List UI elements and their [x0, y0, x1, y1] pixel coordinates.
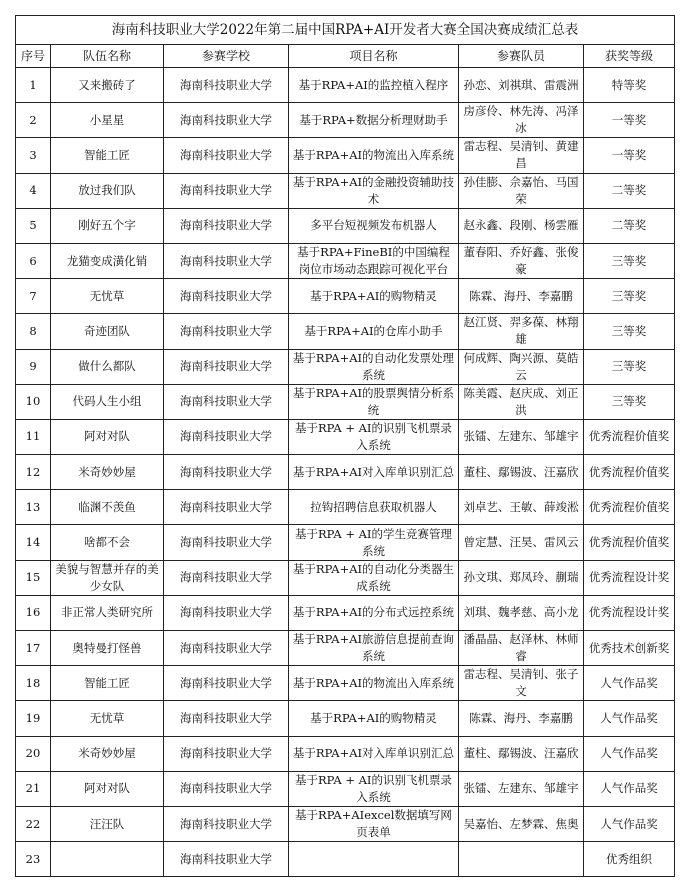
table-row	[16, 384, 675, 419]
cell-school: 海南科技职业大学	[164, 138, 289, 173]
cell-award: 特等奖	[584, 68, 675, 103]
cell-members: 张镭、左建东、邹雄宇	[459, 419, 584, 454]
cell-school: 海南科技职业大学	[164, 842, 289, 877]
cell-index: 3	[16, 138, 51, 173]
cell-index: 16	[16, 595, 51, 630]
cell-award: 优秀流程设计奖	[584, 595, 675, 630]
cell-award: 一等奖	[584, 103, 675, 138]
table-row	[16, 631, 675, 666]
cell-project: 基于RPA+AI对入库单识别汇总	[289, 455, 459, 490]
cell-school: 海南科技职业大学	[164, 419, 289, 454]
cell-school: 海南科技职业大学	[164, 173, 289, 208]
cell-project: 多平台短视频发布机器人	[289, 208, 459, 243]
cell-award: 人气作品奖	[584, 806, 675, 841]
table-row	[16, 208, 675, 243]
cell-team: 美貌与智慧并存的美少女队	[51, 560, 164, 595]
table-row	[16, 68, 675, 103]
cell-index: 13	[16, 490, 51, 525]
table-row	[16, 138, 675, 173]
cell-award: 优秀流程价值奖	[584, 419, 675, 454]
cell-project: 基于RPA+AI的自动化分类器生成系统	[289, 560, 459, 595]
cell-project: 基于RPA+AI的自动化发票处理系统	[289, 349, 459, 384]
cell-project: 基于RPA + AI的识别飞机票录入系统	[289, 771, 459, 806]
table-row	[16, 349, 675, 384]
table-row	[16, 806, 675, 841]
cell-team: 非正常人类研究所	[51, 595, 164, 630]
table-body	[16, 68, 675, 877]
header-award: 获奖等级	[584, 45, 675, 68]
table-row	[16, 701, 675, 736]
cell-award: 三等奖	[584, 243, 675, 278]
cell-members	[459, 842, 584, 877]
header-project: 项目名称	[289, 45, 459, 68]
results-sheet	[15, 15, 674, 877]
cell-index: 12	[16, 455, 51, 490]
results-table	[15, 15, 675, 877]
cell-members: 董柱、鄢锡波、汪嘉欣	[459, 455, 584, 490]
cell-award: 三等奖	[584, 314, 675, 349]
cell-school: 海南科技职业大学	[164, 243, 289, 278]
cell-index: 1	[16, 68, 51, 103]
cell-award: 二等奖	[584, 208, 675, 243]
cell-members: 潘晶晶、赵泽林、林师睿	[459, 631, 584, 666]
table-row	[16, 560, 675, 595]
cell-school: 海南科技职业大学	[164, 384, 289, 419]
cell-members: 何成辉、陶兴源、莫皓云	[459, 349, 584, 384]
table-row	[16, 279, 675, 314]
cell-award: 优秀流程价值奖	[584, 490, 675, 525]
cell-index: 23	[16, 842, 51, 877]
table-row	[16, 595, 675, 630]
cell-project: 基于RPA+数据分析理财助手	[289, 103, 459, 138]
cell-school: 海南科技职业大学	[164, 525, 289, 560]
cell-members: 房彦伶、林先涛、冯泽冰	[459, 103, 584, 138]
cell-members: 曾定慧、汪昊、雷风云	[459, 525, 584, 560]
cell-team: 米奇妙妙屋	[51, 736, 164, 771]
cell-members: 孙恋、刘祺琪、雷震洲	[459, 68, 584, 103]
cell-team: 小星星	[51, 103, 164, 138]
cell-project: 基于RPA + AI的识别飞机票录入系统	[289, 419, 459, 454]
cell-members: 张镭、左建东、邹雄宇	[459, 771, 584, 806]
cell-team: 龙猫变成潢化销	[51, 243, 164, 278]
cell-index: 7	[16, 279, 51, 314]
cell-school: 海南科技职业大学	[164, 595, 289, 630]
cell-award: 优秀流程设计奖	[584, 560, 675, 595]
cell-team	[51, 842, 164, 877]
cell-index: 9	[16, 349, 51, 384]
cell-award: 优秀流程价值奖	[584, 455, 675, 490]
cell-index: 18	[16, 666, 51, 701]
table-row	[16, 455, 675, 490]
cell-award: 优秀流程价值奖	[584, 525, 675, 560]
cell-team: 无忧草	[51, 279, 164, 314]
cell-school: 海南科技职业大学	[164, 560, 289, 595]
cell-project: 拉钩招聘信息获取机器人	[289, 490, 459, 525]
cell-award: 人气作品奖	[584, 771, 675, 806]
table-title: 海南科技职业大学2022年第二届中国RPA+AI开发者大赛全国决赛成绩汇总表	[16, 16, 675, 45]
cell-index: 8	[16, 314, 51, 349]
cell-members: 陈霖、海丹、李嘉鹏	[459, 701, 584, 736]
header-school: 参赛学校	[164, 45, 289, 68]
cell-team: 临渊不羡鱼	[51, 490, 164, 525]
header-members: 参赛队员	[459, 45, 584, 68]
cell-award: 人气作品奖	[584, 666, 675, 701]
cell-award: 一等奖	[584, 138, 675, 173]
cell-index: 21	[16, 771, 51, 806]
table-row	[16, 314, 675, 349]
cell-team: 阿对对队	[51, 771, 164, 806]
cell-project: 基于RPA+AI旅游信息提前查询系统	[289, 631, 459, 666]
cell-members: 雷志程、吴清钊、黄建昌	[459, 138, 584, 173]
cell-team: 又来搬砖了	[51, 68, 164, 103]
cell-project: 基于RPA+AIexcel数据填写网页表单	[289, 806, 459, 841]
cell-team: 刚好五个字	[51, 208, 164, 243]
cell-project: 基于RPA+AI对入库单识别汇总	[289, 736, 459, 771]
cell-award: 优秀组织	[584, 842, 675, 877]
cell-members: 刘卓艺、王敏、薛竣淞	[459, 490, 584, 525]
header-team: 队伍名称	[51, 45, 164, 68]
cell-members: 陈美霞、赵庆成、刘正洪	[459, 384, 584, 419]
cell-index: 15	[16, 560, 51, 595]
cell-school: 海南科技职业大学	[164, 279, 289, 314]
cell-project: 基于RPA+AI的股票舆情分析系统	[289, 384, 459, 419]
cell-index: 6	[16, 243, 51, 278]
cell-project: 基于RPA+AI的购物精灵	[289, 279, 459, 314]
cell-team: 做什么都队	[51, 349, 164, 384]
cell-index: 22	[16, 806, 51, 841]
cell-school: 海南科技职业大学	[164, 314, 289, 349]
table-row	[16, 419, 675, 454]
cell-team: 放过我们队	[51, 173, 164, 208]
cell-project: 基于RPA+AI的监控植入程序	[289, 68, 459, 103]
cell-team: 无忧草	[51, 701, 164, 736]
cell-index: 19	[16, 701, 51, 736]
cell-index: 4	[16, 173, 51, 208]
cell-members: 赵江贤、羿多葆、林翔雄	[459, 314, 584, 349]
table-row	[16, 666, 675, 701]
cell-school: 海南科技职业大学	[164, 736, 289, 771]
cell-school: 海南科技职业大学	[164, 455, 289, 490]
cell-project: 基于RPA+AI的物流出入库系统	[289, 138, 459, 173]
table-row	[16, 525, 675, 560]
cell-award: 三等奖	[584, 384, 675, 419]
cell-school: 海南科技职业大学	[164, 490, 289, 525]
cell-index: 10	[16, 384, 51, 419]
header-index: 序号	[16, 45, 51, 68]
cell-members: 董柱、鄢锡波、汪嘉欣	[459, 736, 584, 771]
cell-members: 刘琪、魏孝慈、高小龙	[459, 595, 584, 630]
cell-award: 人气作品奖	[584, 701, 675, 736]
cell-award: 二等奖	[584, 173, 675, 208]
cell-school: 海南科技职业大学	[164, 349, 289, 384]
table-row	[16, 842, 675, 877]
table-row	[16, 103, 675, 138]
cell-team: 汪汪队	[51, 806, 164, 841]
cell-team: 米奇妙妙屋	[51, 455, 164, 490]
cell-project: 基于RPA+AI的物流出入库系统	[289, 666, 459, 701]
cell-index: 2	[16, 103, 51, 138]
cell-project: 基于RPA+AI的金融投资辅助技术	[289, 173, 459, 208]
cell-team: 阿对对队	[51, 419, 164, 454]
cell-project: 基于RPA + AI的学生竞赛管理系统	[289, 525, 459, 560]
table-row	[16, 771, 675, 806]
cell-index: 5	[16, 208, 51, 243]
cell-project	[289, 842, 459, 877]
cell-project: 基于RPA+FineBI的中国编程岗位市场动态跟踪可视化平台	[289, 243, 459, 278]
cell-index: 11	[16, 419, 51, 454]
table-row	[16, 490, 675, 525]
cell-school: 海南科技职业大学	[164, 666, 289, 701]
table-row	[16, 243, 675, 278]
cell-award: 人气作品奖	[584, 736, 675, 771]
cell-members: 吴嘉怡、左梦霖、焦奥	[459, 806, 584, 841]
cell-index: 17	[16, 631, 51, 666]
cell-award: 优秀技术创新奖	[584, 631, 675, 666]
cell-school: 海南科技职业大学	[164, 103, 289, 138]
cell-school: 海南科技职业大学	[164, 806, 289, 841]
cell-school: 海南科技职业大学	[164, 631, 289, 666]
cell-members: 董春阳、乔好鑫、张俊豪	[459, 243, 584, 278]
cell-award: 三等奖	[584, 279, 675, 314]
cell-members: 雷志程、吴清钊、张子文	[459, 666, 584, 701]
header-row	[16, 45, 675, 68]
title-row	[16, 16, 675, 45]
cell-members: 陈霖、海丹、李嘉鹏	[459, 279, 584, 314]
cell-school: 海南科技职业大学	[164, 771, 289, 806]
cell-members: 孙佳膨、佘嘉怡、马国荣	[459, 173, 584, 208]
cell-school: 海南科技职业大学	[164, 208, 289, 243]
cell-index: 14	[16, 525, 51, 560]
table-row	[16, 736, 675, 771]
cell-team: 智能工匠	[51, 138, 164, 173]
cell-school: 海南科技职业大学	[164, 701, 289, 736]
cell-team: 奥特曼打怪兽	[51, 631, 164, 666]
table-row	[16, 173, 675, 208]
cell-school: 海南科技职业大学	[164, 68, 289, 103]
cell-team: 智能工匠	[51, 666, 164, 701]
cell-team: 奇迹团队	[51, 314, 164, 349]
cell-members: 赵永鑫、段刚、杨雲雁	[459, 208, 584, 243]
cell-award: 三等奖	[584, 349, 675, 384]
cell-team: 代码人生小组	[51, 384, 164, 419]
cell-project: 基于RPA+AI的购物精灵	[289, 701, 459, 736]
cell-members: 孙文琪、郑凤玲、蒯瑞	[459, 560, 584, 595]
cell-project: 基于RPA+AI的仓库小助手	[289, 314, 459, 349]
cell-project: 基于RPA+AI的分布式远控系统	[289, 595, 459, 630]
cell-index: 20	[16, 736, 51, 771]
cell-team: 啥都不会	[51, 525, 164, 560]
